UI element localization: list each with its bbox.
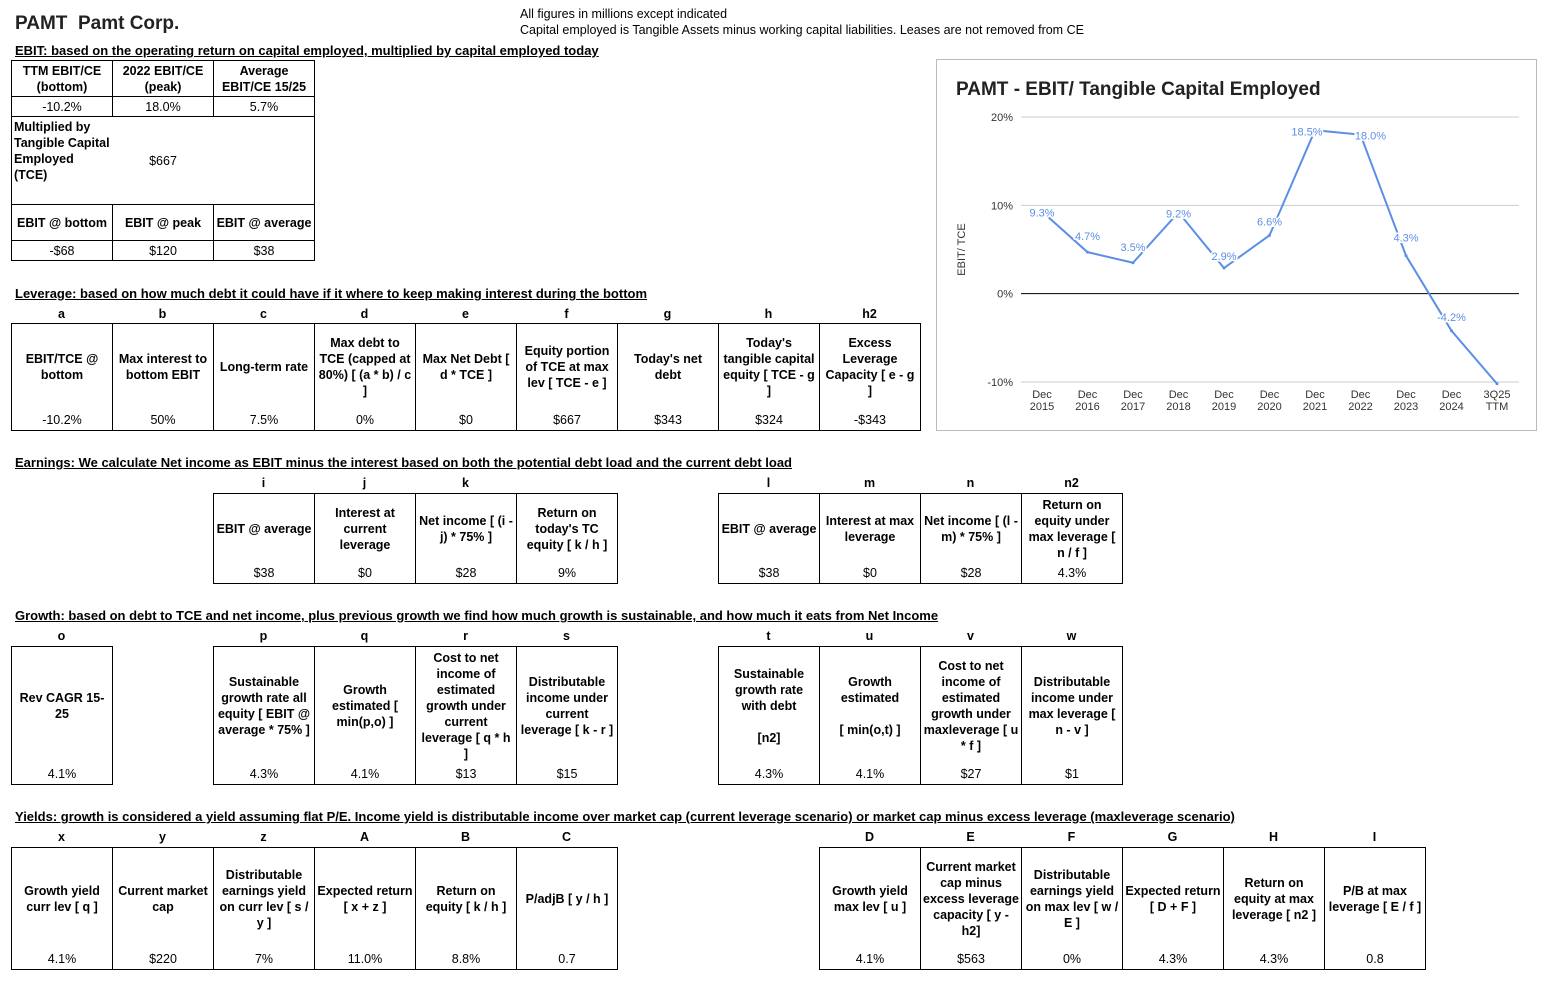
col-cell-t — [718, 646, 820, 785]
col-cell-w — [1021, 646, 1123, 785]
col-value: -$343 — [854, 413, 886, 427]
growth-section-title: Growth: based on debt to TCE and net income, plus previous growth we find how much growth is sustainable, and how much it eats from Net Income — [15, 608, 939, 623]
col-cell-b — [112, 323, 214, 431]
col-letter-e: e — [462, 307, 469, 321]
data-label: 2.9% — [1211, 251, 1237, 264]
data-label: 3.5% — [1120, 241, 1146, 254]
col-cell-r — [415, 646, 517, 785]
col-header: Interest at max leverage — [825, 513, 915, 544]
col-value: 4.1% — [47, 767, 77, 781]
col-cell-a — [11, 323, 113, 431]
col-cell-h — [718, 323, 820, 431]
col-letter-y: y — [159, 830, 166, 844]
col-value: $38 — [253, 566, 275, 580]
col-cell-B — [415, 847, 517, 970]
col-letter-c: c — [260, 307, 267, 321]
ebit-tce-chart — [936, 59, 1537, 431]
col-cell-m — [819, 493, 921, 584]
col-header: Net income [ (l - m) * 75% ] — [924, 513, 1018, 544]
col-cell-F — [1021, 847, 1123, 970]
col-cell-o — [11, 646, 113, 785]
col-letter-q: q — [360, 629, 369, 643]
col-header: Expected return [ x + z ] — [317, 883, 413, 914]
col-cell-i — [213, 493, 315, 584]
col-value: 4.3% — [1057, 566, 1087, 580]
col-value: $0 — [863, 566, 877, 580]
data-point — [1405, 254, 1408, 257]
col-cell-blank — [516, 493, 618, 584]
tce-value: $667 — [113, 117, 214, 205]
col-cell-E — [920, 847, 1022, 970]
col-value: 0% — [355, 413, 375, 427]
col-letter-n: n — [966, 476, 975, 490]
col-header: Return on today's TC equity [ k / h ] — [526, 505, 608, 552]
col-header: Return on equity [ k / h ] — [425, 883, 507, 914]
col-value: 0.7 — [558, 952, 576, 966]
col-value: $27 — [960, 767, 982, 781]
ttm-ebit-ce-value: -10.2% — [12, 97, 113, 117]
data-point — [1450, 329, 1453, 332]
col-cell-g — [617, 323, 719, 431]
col-letter-p: p — [259, 629, 268, 643]
col-header: Rev CAGR 15-25 — [19, 690, 105, 721]
col-letter-H: H — [1268, 830, 1279, 844]
chart-svg — [937, 60, 1538, 432]
col-header: Max debt to TCE (capped at 80%) [ (a * b) / c ] — [318, 336, 412, 398]
x-tick-label: Dec 2017 — [1120, 389, 1146, 413]
ebit-peak-header: EBIT @ peak — [113, 205, 214, 241]
col-cell-c — [213, 323, 315, 431]
col-letter-g: g — [663, 307, 672, 321]
col-value: 4.3% — [754, 767, 784, 781]
col-letter-w: w — [1066, 629, 1077, 643]
col-letter-D: D — [864, 830, 875, 844]
y-tick-label: 0% — [997, 288, 1013, 301]
x-tick-label: Dec 2020 — [1257, 389, 1282, 413]
col-cell-H — [1223, 847, 1325, 970]
earnings-section-title: Earnings: We calculate Net income as EBIT minus the interest based on both the potential debt load and the current debt load — [15, 455, 792, 470]
col-cell-x — [11, 847, 113, 970]
col-cell-p — [213, 646, 315, 785]
col-value: $324 — [755, 413, 783, 427]
data-point — [1223, 267, 1226, 270]
ebit-section-title: EBIT: based on the operating return on capital employed, multiplied by capital employed today — [15, 43, 599, 58]
data-label: 18.5% — [1291, 126, 1323, 139]
x-tick-label: 3Q25 TTM — [1483, 389, 1511, 413]
col-header: Equity portion of TCE at max lev [ TCE - e ] — [524, 344, 610, 390]
col-header: Growth yield max lev [ u ] — [832, 883, 908, 914]
col-header: Excess Leverage Capacity [ e - g ] — [825, 336, 915, 398]
col-header: Distributable earnings yield on max lev [ w / E ] — [1025, 867, 1119, 930]
data-label: 6.6% — [1256, 216, 1283, 229]
col-header: Max interest to bottom EBIT — [118, 352, 208, 382]
note-capital-employed: Capital employed is Tangible Assets minus working capital liabilities. Leases are not removed from CE — [520, 23, 1084, 37]
chart-title: PAMT - EBIT/ Tangible Capital Employed — [956, 79, 1321, 100]
col-value: $28 — [960, 566, 982, 580]
col-letter-h2: h2 — [862, 307, 877, 321]
y-tick-label: 20% — [990, 112, 1013, 124]
col-letter-r: r — [463, 629, 468, 643]
col-header: Growth estimated [ min(p,o) ] — [332, 682, 398, 729]
y-axis-label: EBIT/ TCE — [956, 223, 968, 276]
col-cell-q — [314, 646, 416, 785]
col-letter-h: h — [764, 307, 773, 321]
col-header: Long-term rate — [219, 360, 309, 374]
ebit-bottom-header: EBIT @ bottom — [12, 205, 113, 241]
data-label: -4.2% — [1437, 311, 1466, 324]
data-label: 9.2% — [1165, 208, 1192, 221]
x-tick-label: Dec 2019 — [1211, 389, 1237, 413]
col-letter-f: f — [564, 307, 569, 321]
yields-section-title: Yields: growth is considered a yield assuming flat P/E. Income yield is distributable income over market cap (current leverage scenario) or market cap minus excess leverage (maxleverage scenario) — [15, 809, 1235, 824]
col-value: $667 — [553, 413, 581, 427]
col-cell-n2 — [1021, 493, 1123, 584]
col-letter-s: s — [563, 629, 570, 643]
col-cell-D — [819, 847, 921, 970]
col-cell-y — [112, 847, 214, 970]
col-value: $1 — [1065, 767, 1079, 781]
col-letter-o: o — [57, 629, 66, 643]
col-letter-z: z — [260, 830, 267, 844]
col-value: 7% — [254, 952, 274, 966]
col-cell-k — [415, 493, 517, 584]
col-value: $343 — [654, 413, 682, 427]
col-header: Cost to net income of estimated growth under maxleverage [ u * f ] — [923, 658, 1019, 753]
ebit-average-value: $38 — [214, 241, 315, 261]
average-ebit-ce-header: Average EBIT/CE 15/25 — [214, 61, 315, 97]
col-cell-C — [516, 847, 618, 970]
col-letter-l: l — [766, 476, 771, 490]
tce-label: Multiplied by Tangible Capital Employed (TCE) — [12, 117, 113, 205]
x-tick-label: Dec 2015 — [1029, 389, 1055, 413]
data-point — [1496, 382, 1499, 385]
col-letter-d: d — [360, 307, 369, 321]
col-value: 0% — [1062, 952, 1082, 966]
col-cell-f — [516, 323, 618, 431]
col-header: P/adjB [ y / h ] — [525, 891, 609, 906]
ebit-bottom-value: -$68 — [12, 241, 113, 261]
col-header: Distributable earnings yield on curr lev [ s / y ] — [219, 867, 309, 930]
col-header: Sustainable growth rate with debt [n2] — [733, 666, 805, 745]
x-tick-label: Dec 2022 — [1348, 389, 1373, 413]
col-header: Today's tangible capital equity [ TCE - g ] — [723, 336, 815, 398]
col-cell-v — [920, 646, 1022, 785]
col-value: 11.0% — [347, 952, 383, 966]
ebit-peak-value: $120 — [113, 241, 214, 261]
col-value: $563 — [957, 952, 985, 966]
col-header: Sustainable growth rate all equity [ EBIT @ average * 75% ] — [217, 674, 311, 737]
col-letter-E: E — [966, 830, 975, 844]
col-cell-h2 — [819, 323, 921, 431]
y-tick-label: 10% — [990, 200, 1013, 213]
col-value: 50% — [150, 413, 176, 427]
col-value: 9% — [557, 566, 577, 580]
average-ebit-ce-value: 5.7% — [214, 97, 315, 117]
col-letter-v: v — [967, 629, 974, 643]
col-header: Interest at current leverage — [335, 505, 395, 552]
col-cell-G — [1122, 847, 1224, 970]
data-label: 18.0% — [1354, 130, 1387, 143]
col-letter-u: u — [865, 629, 874, 643]
col-letter-k: k — [462, 476, 469, 490]
x-tick-label: Dec 2021 — [1302, 389, 1328, 413]
col-letter-G: G — [1167, 830, 1178, 844]
col-header: Return on equity at max leverage [ n2 ] — [1231, 875, 1317, 922]
col-value: $0 — [358, 566, 372, 580]
col-value: $28 — [455, 566, 477, 580]
col-header: Cost to net income of estimated growth under current leverage [ q * h ] — [421, 650, 511, 761]
y-tick-label: -10% — [987, 377, 1013, 389]
col-cell-j — [314, 493, 416, 584]
col-header: Return on equity under max leverage [ n / f ] — [1028, 497, 1116, 560]
col-letter-A: A — [359, 830, 370, 844]
col-header: Distributable income under max leverage [ n - v ] — [1028, 674, 1116, 737]
col-header: Current market cap minus excess leverage capacity [ y - h2] — [923, 859, 1019, 938]
col-header: EBIT/TCE @ bottom — [25, 352, 99, 382]
col-letter-C: C — [561, 830, 572, 844]
col-letter-j: j — [362, 476, 367, 490]
data-point — [1268, 234, 1271, 237]
col-header: Today's net debt — [633, 352, 703, 382]
col-header: Growth estimated [ min(o,t) ] — [839, 674, 901, 737]
col-value: 7.5% — [249, 413, 279, 427]
col-letter-x: x — [58, 830, 65, 844]
x-tick-label: Dec 2023 — [1393, 389, 1419, 413]
col-value: 4.1% — [350, 767, 380, 781]
company-title: PAMT Pamt Corp. — [15, 13, 180, 34]
data-label: 4.7% — [1074, 231, 1101, 244]
col-letter-i: i — [261, 476, 266, 490]
col-letter-m: m — [863, 476, 876, 490]
col-value: 8.8% — [451, 952, 481, 966]
peak-ebit-ce-header: 2022 EBIT/CE (peak) — [113, 61, 214, 97]
col-header: Distributable income under current leverage [ k - r ] — [520, 674, 614, 737]
col-header: EBIT @ average — [721, 521, 817, 536]
col-cell-A — [314, 847, 416, 970]
col-value: 4.1% — [47, 952, 77, 966]
note-figures: All figures in millions except indicated — [520, 7, 728, 21]
data-point — [1086, 251, 1089, 254]
col-cell-z — [213, 847, 315, 970]
x-tick-label: Dec 2018 — [1166, 389, 1191, 413]
col-value: 4.1% — [855, 952, 885, 966]
col-cell-n — [920, 493, 1022, 584]
col-letter-b: b — [158, 307, 167, 321]
ttm-ebit-ce-header: TTM EBIT/CE (bottom) — [12, 61, 113, 97]
col-value: 4.3% — [1158, 952, 1188, 966]
col-value: -10.2% — [42, 413, 82, 427]
col-value: $0 — [459, 413, 473, 427]
series-line — [1042, 130, 1497, 384]
leverage-section-title: Leverage: based on how much debt it could have if it where to keep making interest during the bottom — [15, 286, 648, 301]
col-header: Net income [ (i - j) * 75% ] — [419, 513, 513, 544]
col-letter-n2: n2 — [1064, 476, 1079, 490]
col-cell-I — [1324, 847, 1426, 970]
col-cell-s — [516, 646, 618, 785]
ebit-average-header: EBIT @ average — [214, 205, 315, 241]
col-letter-t: t — [766, 629, 771, 643]
col-value: 4.3% — [1259, 952, 1289, 966]
x-tick-label: Dec 2024 — [1439, 389, 1464, 413]
col-letter-a: a — [58, 307, 65, 321]
col-letter-I: I — [1372, 830, 1377, 844]
col-letter-F: F — [1067, 830, 1076, 844]
col-header: Max Net Debt [ d * TCE ] — [422, 352, 510, 382]
data-label: 4.3% — [1393, 232, 1419, 245]
col-cell-u — [819, 646, 921, 785]
data-point — [1132, 261, 1135, 264]
col-value: $220 — [149, 952, 177, 966]
col-cell-l — [718, 493, 820, 584]
col-header: EBIT @ average — [216, 521, 312, 536]
ebit-table — [11, 60, 315, 261]
x-tick-label: Dec 2016 — [1075, 389, 1100, 413]
col-value: 4.1% — [855, 767, 885, 781]
col-value: $38 — [758, 566, 780, 580]
col-header: P/B at max leverage [ E / f ] — [1328, 883, 1422, 914]
peak-ebit-ce-value: 18.0% — [113, 97, 214, 117]
col-letter-B: B — [460, 830, 471, 844]
col-header: Growth yield curr lev [ q ] — [24, 883, 100, 914]
data-label: 9.3% — [1029, 207, 1055, 220]
col-value: 4.3% — [249, 767, 279, 781]
col-cell-e — [415, 323, 517, 431]
col-value: $15 — [556, 767, 578, 781]
col-header: Expected return [ D + F ] — [1125, 883, 1221, 914]
tce-spacer — [214, 117, 315, 205]
col-value: 0.8 — [1366, 952, 1384, 966]
col-cell-d — [314, 323, 416, 431]
col-header: Current market cap — [118, 883, 208, 914]
col-value: $13 — [455, 767, 477, 781]
